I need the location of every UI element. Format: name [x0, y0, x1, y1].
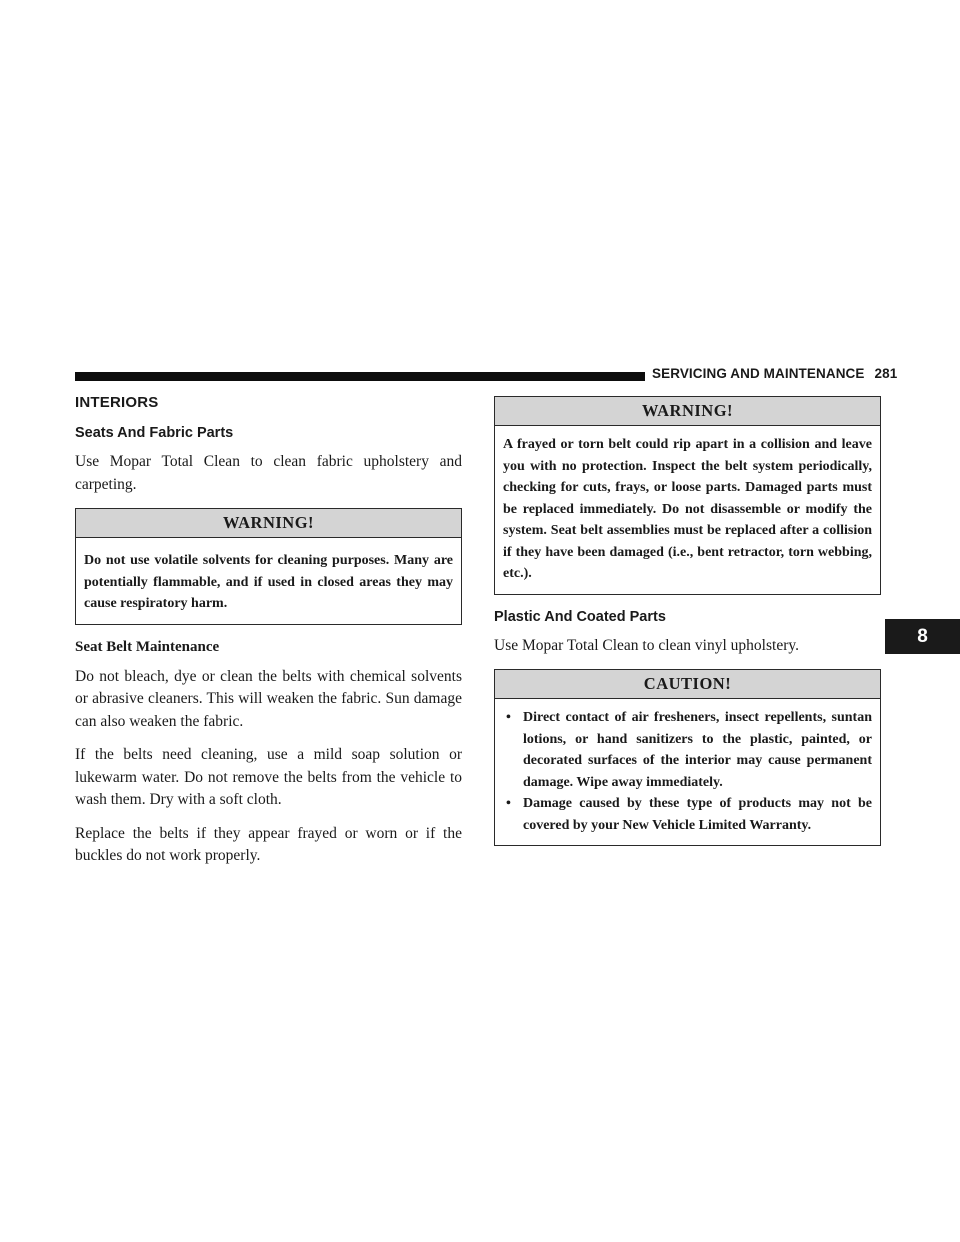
- seat-belt-heading: Seat Belt Maintenance: [75, 638, 220, 655]
- caution-box: [494, 669, 881, 846]
- warning-title: WARNING!: [76, 509, 461, 538]
- seat-belt-paragraph: Replace the belts if they appear frayed or worn or if the buckles do not work properly.: [75, 824, 462, 864]
- page-number: 281: [874, 366, 898, 381]
- warning-text: Do not use volatile solvents for cleaning purposes. Many are potentially flammable, and if used in closed areas they may cause respiratory harm.: [84, 553, 453, 611]
- solvent-warning-box: [75, 508, 462, 625]
- warning-title: WARNING!: [495, 397, 880, 426]
- seats-fabric-heading: Seats And Fabric Parts: [75, 425, 234, 441]
- list-item: [503, 793, 872, 836]
- chapter-tab[interactable]: 8: [885, 619, 960, 654]
- bullet-icon: •: [506, 710, 511, 725]
- warning-text: A frayed or torn belt could rip apart in a collision and leave you with no protection. Inspect the belt system periodically, checking for cuts, frays, or loose parts. Damaged parts must be replaced immediately. Do not disassemble or modify the system. Seat belt assemblies must be replaced after a collision if they have been damaged (i.e., bent retractor, torn webbing, etc.).: [503, 437, 872, 581]
- section-heading: INTERIORS: [75, 394, 159, 411]
- caution-item-text: Damage caused by these type of products may not be covered by your New Vehicle Limited Warranty.: [523, 796, 872, 833]
- list-item: [503, 707, 872, 793]
- seats-fabric-intro: Use Mopar Total Clean to clean fabric upholstery and carpeting.: [75, 453, 462, 493]
- caution-item-text: Direct contact of air fresheners, insect repellents, suntan lotions, or hand sanitizers to the plastic, painted, or decorated surfaces of the interior may cause permanent damage. Wipe away immediately.: [523, 710, 872, 790]
- header-rule: [75, 372, 645, 381]
- seat-belt-paragraph: Do not bleach, dye or clean the belts with chemical solvents or abrasive cleaners. This will weaken the fabric. Sun damage can also weaken the fabric.: [75, 667, 462, 730]
- plastic-coated-intro: Use Mopar Total Clean to clean vinyl upholstery.: [494, 636, 799, 654]
- caution-title: CAUTION!: [495, 670, 880, 699]
- caution-list: [503, 707, 872, 836]
- seat-belt-paragraph: If the belts need cleaning, use a mild soap solution or lukewarm water. Do not remove the belts from the vehicle to wash them. Dry with a soft cloth.: [75, 746, 462, 808]
- plastic-coated-heading: Plastic And Coated Parts: [494, 608, 666, 625]
- bullet-icon: •: [506, 796, 511, 811]
- caution-body: [495, 699, 880, 845]
- running-header: [652, 366, 897, 381]
- header-section-title: SERVICING AND MAINTENANCE: [652, 366, 865, 381]
- left-column: [75, 390, 462, 879]
- belt-warning-box: [494, 396, 881, 595]
- right-column: [494, 390, 881, 860]
